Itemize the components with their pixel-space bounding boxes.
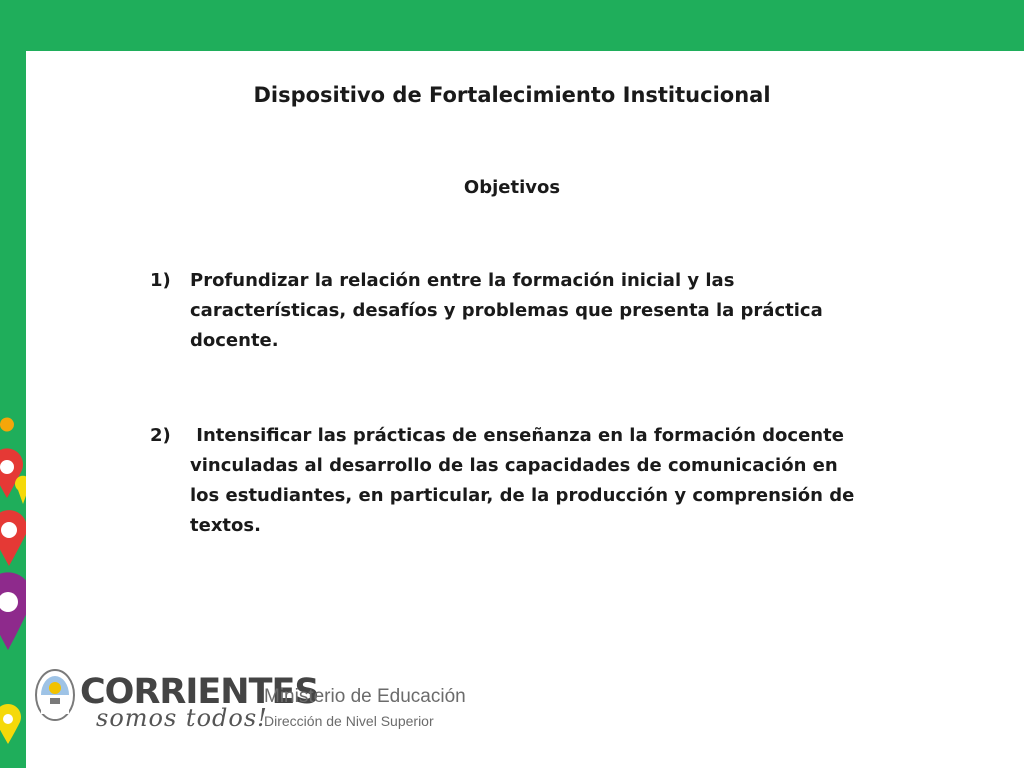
slide-title: Dispositivo de Fortalecimiento Institucional: [253, 83, 771, 107]
map-pin-icon: [0, 572, 26, 650]
map-pin-icon: [0, 704, 21, 744]
objective-text: Intensificar las prácticas de enseñanza en la formación docente vinculadas al desarrollo de las capacidades de comunicación en los estudiantes, en particular, de la producción y comprensión de textos.: [190, 425, 861, 536]
map-pins-decoration: [0, 410, 26, 768]
objective-number: 1): [150, 270, 171, 291]
brand-tagline: somos todos!: [96, 704, 268, 732]
direction-name: Dirección de Nivel Superior: [264, 713, 434, 729]
map-pin-icon: [15, 476, 26, 504]
objective-text: Profundizar la relación entre la formación inicial y las características, desafíos y problemas que presenta la práctica docente.: [190, 270, 823, 351]
map-pin-icon: [0, 510, 26, 566]
objective-item: [150, 421, 870, 541]
objective-number: 2): [150, 425, 171, 446]
brand-name: CORRIENTES: [80, 672, 319, 712]
slide-canvas: [26, 51, 1024, 768]
objective-item: [150, 266, 870, 356]
province-seal-icon: [34, 668, 76, 722]
slide-subtitle: Objetivos: [463, 177, 561, 198]
map-pin-icon: [0, 418, 14, 432]
ministry-name: Ministerio de Educación: [264, 686, 466, 707]
